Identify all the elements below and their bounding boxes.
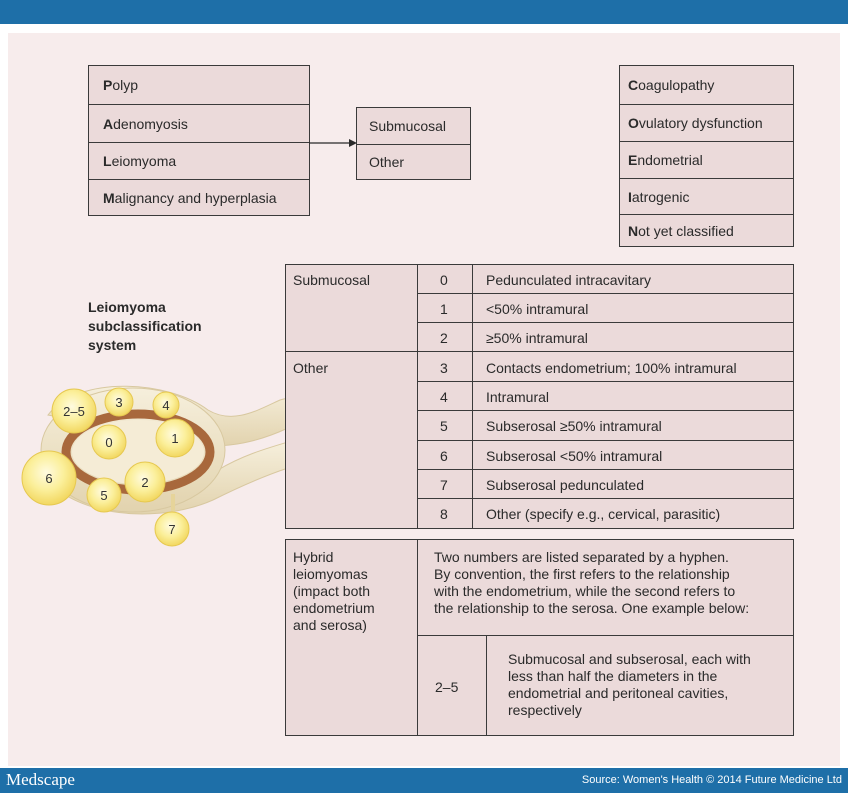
type-description: Intramural — [486, 389, 550, 405]
coein-item: N ot yet classified — [620, 214, 793, 246]
group-other: Other — [293, 360, 329, 376]
type-number: 1 — [440, 301, 448, 317]
fibroid-6 — [22, 451, 76, 505]
svg-text:6: 6 — [45, 471, 53, 486]
diagram-title: Leiomyoma subclassification system — [88, 299, 202, 353]
type-description: Other (specify e.g., cervical, parasitic) — [486, 506, 721, 522]
hybrid-intro: Two numbers are listed separated by a hyphen. By convention, the first refers to the relationship with the endometrium, while the second refers to the relationship to the serosa. One example below: — [434, 549, 750, 616]
fibroid-5 — [87, 478, 121, 512]
subtype-item: Other — [357, 144, 470, 179]
type-number: 3 — [440, 360, 448, 376]
svg-text:7: 7 — [168, 522, 176, 537]
leiomyoma-arrow — [309, 137, 359, 149]
coein-item: E ndometrial — [620, 141, 793, 178]
svg-text:2: 2 — [141, 475, 149, 490]
type-description: ≥50% intramural — [486, 330, 588, 346]
type-number: 4 — [440, 389, 448, 405]
fibroid-0 — [92, 425, 126, 459]
coein-list — [619, 65, 794, 247]
type-description: Subserosal pedunculated — [486, 477, 645, 493]
fibroid-1 — [156, 419, 194, 457]
coein-item: C oagulopathy — [628, 77, 715, 93]
svg-text:0: 0 — [105, 435, 113, 450]
palm-list — [88, 65, 310, 216]
subtype-item: Submucosal — [369, 118, 447, 134]
footer-bar — [0, 768, 848, 793]
type-number: 0 — [440, 272, 448, 288]
svg-text:4: 4 — [162, 398, 170, 413]
type-number: 7 — [440, 477, 448, 493]
hybrid-table — [285, 539, 794, 736]
fibroid-3 — [105, 388, 133, 416]
coein-item: I atrogenic — [620, 178, 793, 214]
type-number: 8 — [440, 506, 448, 522]
type-description: Contacts endometrium; 100% intramural — [486, 360, 737, 376]
type-description: Subserosal ≥50% intramural — [486, 418, 662, 434]
type-description: Pedunculated intracavitary — [486, 272, 651, 288]
uterus-diagram — [18, 370, 308, 552]
fibroid-2-5 — [52, 389, 96, 433]
hybrid-example-description: Submucosal and subserosal, each with less than half the diameters in the endometrial and peritoneal cavities, respectively — [508, 651, 751, 718]
header-bar — [0, 0, 848, 24]
coein-item: O vulatory dysfunction — [620, 104, 793, 141]
palm-item: L eiomyoma — [89, 142, 309, 179]
type-number: 2 — [440, 330, 448, 346]
svg-text:1: 1 — [171, 431, 179, 446]
palm-item: M alignancy and hyperplasia — [89, 179, 309, 215]
type-description: <50% intramural — [486, 301, 589, 317]
palm-item: P olyp — [103, 77, 139, 93]
svg-text:3: 3 — [115, 395, 123, 410]
type-description: Subserosal <50% intramural — [486, 448, 663, 464]
fibroid-7 — [155, 512, 189, 546]
hybrid-label: Hybrid leiomyomas (impact both endometrium and serosa) — [293, 549, 375, 633]
group-submucosal: Submucosal — [293, 272, 371, 288]
source-credit: Source: Women's Health © 2014 Future Medicine Ltd — [581, 774, 842, 786]
hybrid-example-number: 2–5 — [435, 679, 459, 695]
svg-text:2–5: 2–5 — [63, 404, 85, 419]
svg-text:5: 5 — [100, 488, 108, 503]
type-number: 5 — [440, 418, 448, 434]
type-number: 6 — [440, 448, 448, 464]
classification-table — [285, 264, 794, 529]
fibroid-4 — [153, 392, 179, 418]
leiomyoma-subtype-box — [356, 107, 471, 180]
brand-logo[interactable]: Medscape — [6, 770, 75, 789]
palm-item: A denomyosis — [89, 104, 309, 142]
fibroid-2 — [125, 462, 165, 502]
